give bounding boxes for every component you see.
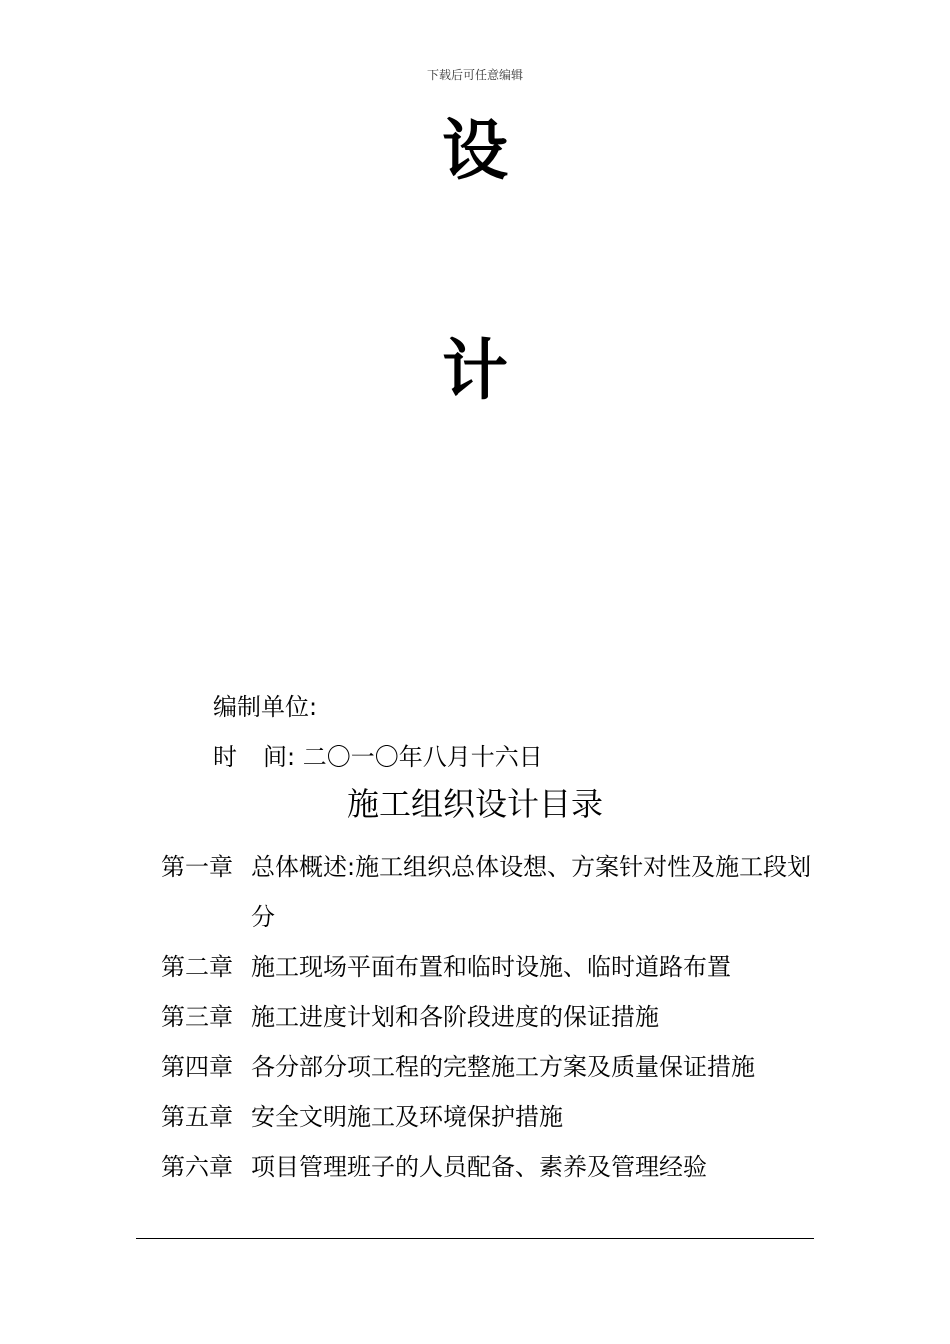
chapter-number: 第五章 — [161, 1103, 233, 1131]
chapter-title: 总体概述:施工组织总体设想、方案针对性及施工段划分 — [251, 853, 812, 931]
cover-title-char-1: 设 — [442, 111, 508, 189]
chapter-title: 项目管理班子的人员配备、素养及管理经验 — [251, 1153, 707, 1181]
toc-item — [161, 992, 831, 1042]
chapter-number: 第四章 — [161, 1053, 233, 1081]
time-line — [213, 745, 543, 769]
header-note: 下载后可任意编辑 — [426, 68, 523, 82]
time-label-first: 时 — [213, 743, 237, 771]
toc-item — [161, 1142, 831, 1192]
toc-item — [161, 942, 831, 992]
chapter-number: 第二章 — [161, 953, 233, 981]
chapter-number: 第一章 — [161, 853, 233, 881]
footer-divider — [136, 1238, 814, 1239]
toc-title: 施工组织设计目录 — [346, 785, 603, 823]
chapter-title: 安全文明施工及环境保护措施 — [251, 1103, 563, 1131]
chapter-title: 施工现场平面布置和临时设施、临时道路布置 — [251, 953, 731, 981]
chapter-title: 各分部分项工程的完整施工方案及质量保证措施 — [251, 1053, 755, 1081]
time-label-second: 间: — [263, 743, 296, 771]
cover-title-char-2: 计 — [442, 331, 508, 409]
toc-list — [161, 842, 831, 1192]
toc-item — [161, 1092, 831, 1142]
toc-item — [161, 1042, 831, 1092]
chapter-title: 施工进度计划和各阶段进度的保证措施 — [251, 1003, 659, 1031]
compile-unit-label: 编制单位: — [213, 693, 318, 721]
time-value: 二〇一〇年八月十六日 — [302, 743, 543, 771]
toc-item — [161, 842, 831, 942]
chapter-number: 第三章 — [161, 1003, 233, 1031]
compile-unit-line — [213, 695, 317, 719]
chapter-number: 第六章 — [161, 1153, 233, 1181]
